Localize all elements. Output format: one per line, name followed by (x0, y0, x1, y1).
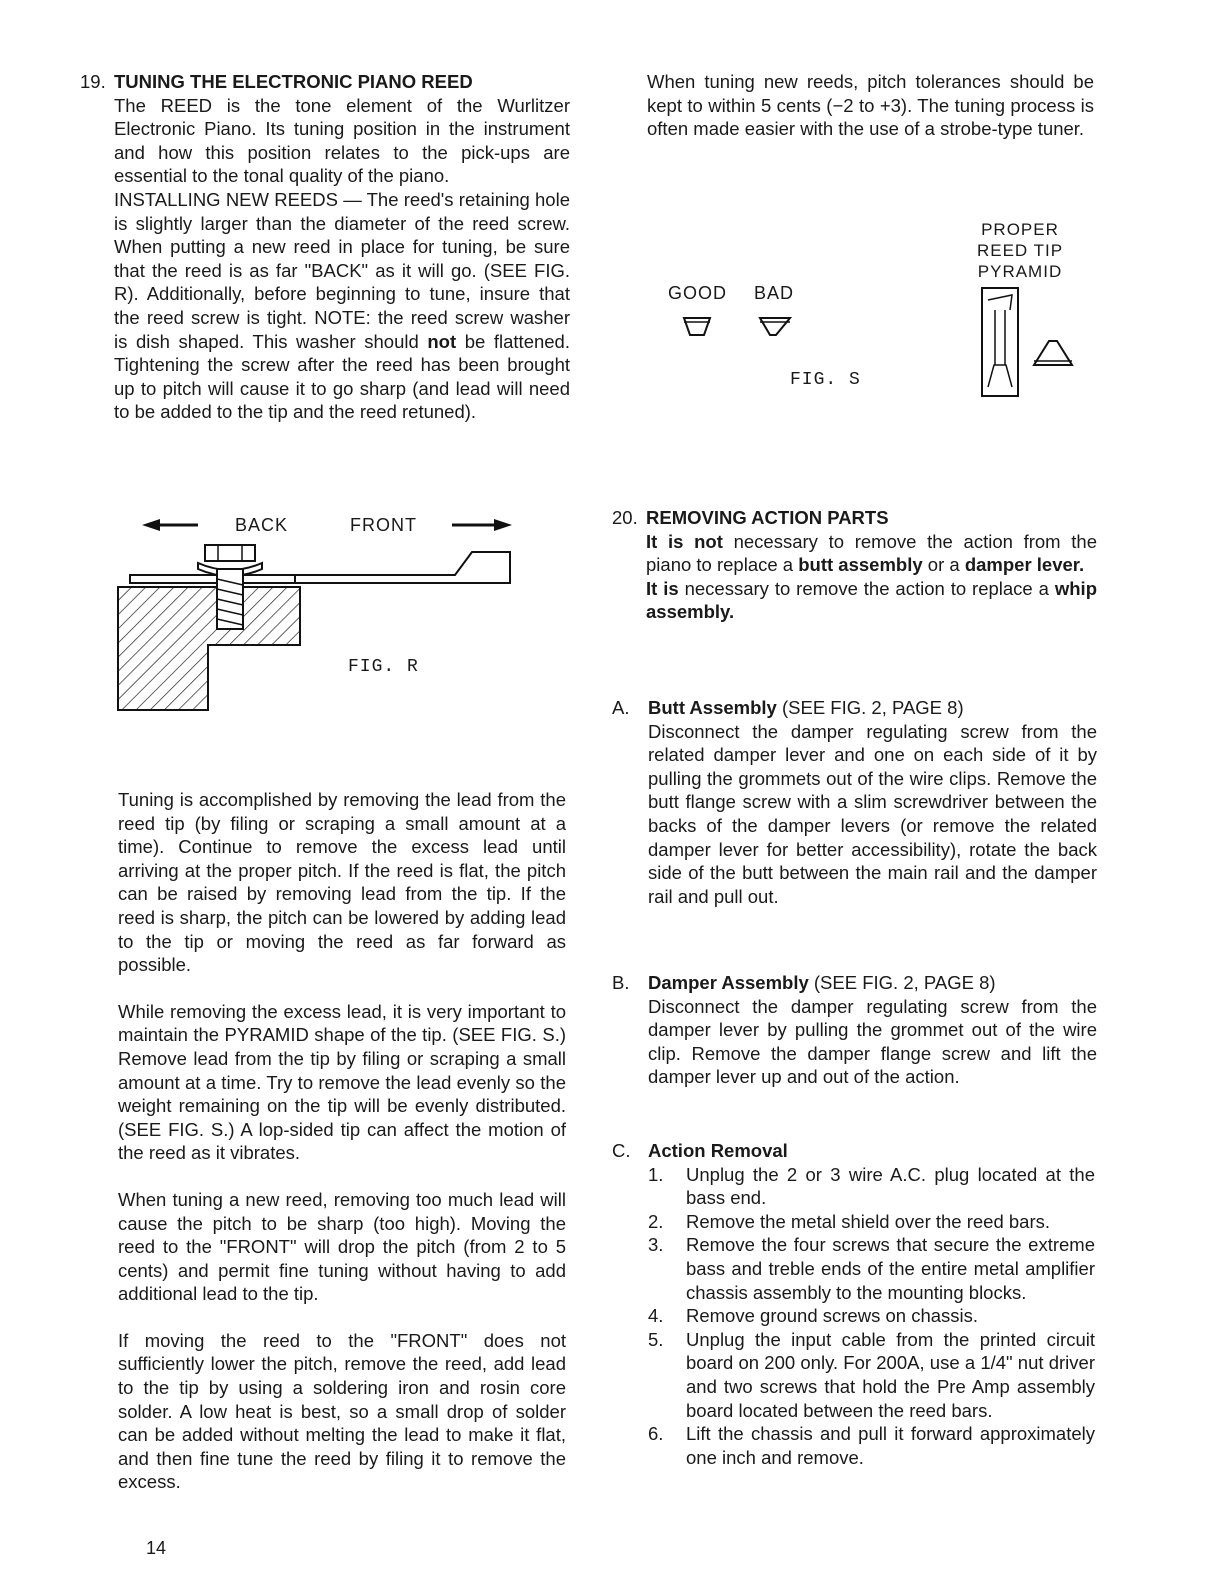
screw-head (205, 545, 255, 561)
subsection-c (612, 1139, 1097, 1469)
step-item: 2. Remove the metal shield over the reed bars. (648, 1210, 1051, 1232)
reed-diagram (100, 505, 540, 725)
proper-tip-label: PROPER REED TIP PYRAMID (976, 220, 1064, 281)
subsection-letter: A. (612, 697, 630, 718)
tolerance-paragraph: When tuning new reeds, pitch tolerances should be kept to within 5 cents (−2 to +3). The tuning process is often made easier with the use of a strobe-type tuner. (647, 71, 1094, 140)
section-20 (612, 506, 1097, 624)
not-necessary-paragraph: It is not necessary to remove the action from the piano to replace a butt assembly or a damper lever. (646, 530, 1098, 576)
section-19 (80, 70, 570, 424)
reed-tongue (295, 552, 510, 583)
subsection-letter: B. (612, 972, 630, 993)
reed-base (130, 575, 300, 583)
tuning-text (118, 788, 566, 1494)
back-arrow (142, 519, 198, 531)
step-item: 1. Unplug the 2 or 3 wire A.C. plug located at the bass end. (648, 1163, 1095, 1209)
fig-r-caption: FIG. R (348, 657, 419, 677)
subsection-heading: Butt Assembly (SEE FIG. 2, PAGE 8) (648, 697, 964, 718)
installing-paragraph: INSTALLING NEW REEDS — The reed's retaining hole is slightly larger than the diameter of the reed screw. When putting a new reed in place for tuning, be sure that the reed is as far "BACK" as it will go. (SEE FIG. R). Additionally, before beginning to tune, insure that the reed screw is tight. NOTE: the reed screw washer is dish shaped. This washer should not be flattened. Tightening the screw after the reed has been brought up to pitch will cause it to go sharp (and lead will need to be added to the tip and the reed retuned). (114, 188, 570, 423)
bad-label: BAD (754, 283, 795, 303)
tip-shapes (660, 215, 1100, 405)
proper-tip-side-view (982, 288, 1018, 396)
action-removal-steps (648, 1163, 1095, 1470)
good-label: GOOD (668, 283, 728, 303)
subsection-letter: C. (612, 1140, 631, 1161)
good-tip-shape (684, 318, 710, 335)
bad-tip-shape (760, 318, 790, 335)
section-19-heading (80, 70, 570, 94)
step-item: 6. Lift the chassis and pull it forward approximately one inch and remove. (648, 1423, 1095, 1468)
damper-assembly-text: Disconnect the damper regulating screw from the damper lever by pulling the grommet out of the wire clip. Remove the damper flange screw and lift the damper lever up and out of the action. (648, 995, 1097, 1088)
section-number: 20. (612, 507, 638, 528)
step-item: 3. Remove the four screws that secure the extreme bass and treble ends of the entire metal amplifier chassis assembly to the mounting blocks. (648, 1234, 1095, 1303)
subsection-a (612, 696, 1097, 908)
proper-tip-pyramid (1034, 341, 1072, 365)
figure-r (100, 505, 540, 725)
figure-s (660, 215, 1100, 405)
front-arrow (452, 519, 512, 531)
fig-s-caption: FIG. S (790, 370, 861, 390)
pyramid-paragraph: While removing the excess lead, it is very important to maintain the PYRAMID shape of the tip. (SEE FIG. S.) Remove lead from the tip by filing or scraping a small amount at a time. Try to remove the lead evenly so the weight remaining on the tip will be evenly distributed. (SEE FIG. S.) A lop-sided tip can affect the motion of the reed as it vibrates. (118, 1000, 566, 1164)
front-paragraph: If moving the reed to the "FRONT" does not sufficiently lower the pitch, remove the reed, add lead to the tip by using a soldering iron and rosin core solder. A low heat is best, so a small drop of solder can be added without melting the lead to make it flat, and then fine tune the reed by filing it to remove the excess. (118, 1329, 566, 1493)
tuning-paragraph: Tuning is accomplished by removing the lead from the reed tip (by filing or scraping a small amount at a time). Continue to remove the excess lead until arriving at the proper pitch. If the reed is flat, the pitch can be raised by removing lead from the tip. If the reed is sharp, the pitch can be lowered by adding lead to the tip or moving the reed as far forward as possible. (118, 789, 566, 976)
butt-assembly-text: Disconnect the damper regulating screw from the related damper lever and one on each side of it by pulling the grommets out of the wire clips. Remove the butt flange screw with a slim screwdriver between the backs of the damper levers (or remove the related damper lever for better accessibility), rotate the back side of the butt between the main rail and the damper rail and pull out. (648, 720, 1097, 907)
back-label: BACK (235, 515, 289, 535)
section-title: TUNING THE ELECTRONIC PIANO REED (114, 71, 473, 92)
section-title: REMOVING ACTION PARTS (646, 507, 889, 528)
subsection-b (612, 971, 1097, 1089)
step-item: 4. Remove ground screws on chassis. (648, 1305, 979, 1327)
is-necessary-paragraph: It is necessary to remove the action to replace a whip assembly. (646, 577, 1097, 623)
reed-bar-block (118, 587, 300, 710)
section-20-heading (612, 506, 1097, 530)
tolerance-text (647, 70, 1094, 141)
page-number: 14 (146, 1538, 167, 1558)
sharp-paragraph: When tuning a new reed, removing too much lead will cause the pitch to be sharp (too high). Moving the reed to the "FRONT" will drop the pitch (from 2 to 5 cents) and permit fine tuning without having to add additional lead to the tip. (118, 1188, 566, 1305)
subsection-heading: Damper Assembly (SEE FIG. 2, PAGE 8) (648, 972, 996, 993)
front-label: FRONT (350, 515, 417, 535)
step-item: 5. Unplug the input cable from the printed circuit board on 200 only. For 200A, use a 1/4" nut driver and two screws that hold the Pre Amp assembly board located between the reed bars. (648, 1328, 1095, 1421)
subsection-heading: Action Removal (648, 1140, 788, 1161)
section-number: 19. (80, 71, 106, 92)
intro-paragraph: The REED is the tone element of the Wurlitzer Electronic Piano. Its tuning position in the instrument and how this position relates to the pick-ups are essential to the tonal quality of the piano. (114, 94, 570, 187)
